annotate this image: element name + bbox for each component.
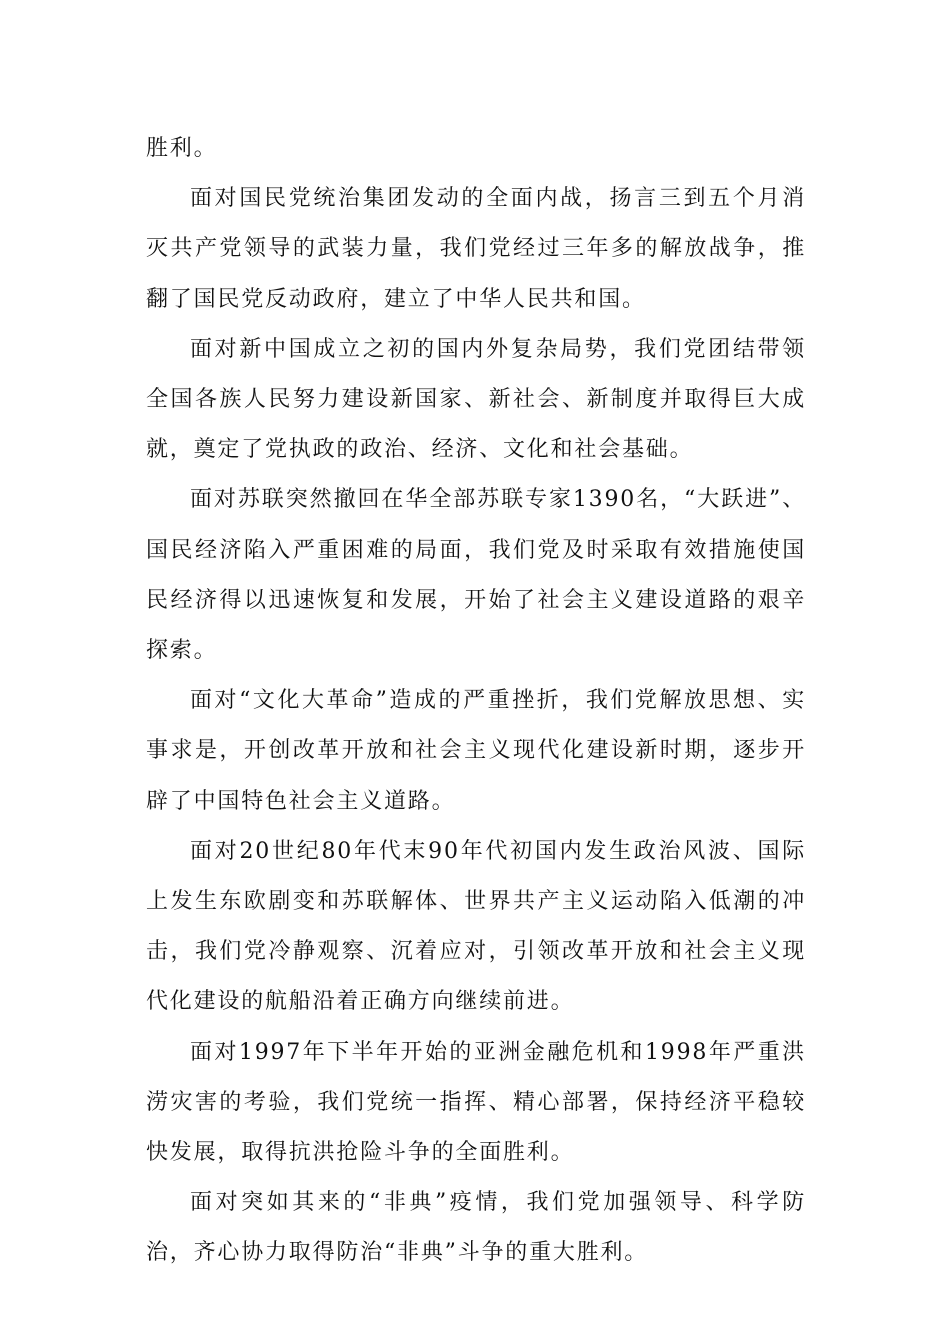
- paragraph-cultural-revolution: 面对“文化大革命”造成的严重挫折，我们党解放思想、实事求是，开创改革开放和社会主义现代化建设新时期，逐步开辟了中国特色社会主义道路。: [146, 688, 806, 814]
- paragraph-financial-crisis: 面对1997年下半年开始的亚洲金融危机和1998年严重洪涝灾害的考验，我们党统一指挥、精心部署，保持经济平稳较快发展，取得抗洪抢险斗争的全面胜利。: [146, 1039, 806, 1166]
- paragraph-political-turmoil: 面对20世纪80年代末90年代初国内发生政治风波、国际上发生东欧剧变和苏联解体、世界共产主义运动陷入低潮的冲击，我们党冷静观察、沉着应对，引领改革开放和社会主义现代化建设的航船沿着正确方向继续前进。: [146, 838, 806, 1015]
- document-body: [146, 124, 806, 1279]
- paragraph-soviet-experts: 面对苏联突然撤回在华全部苏联专家1390名，“大跃进”、国民经济陷入严重困难的局面，我们党及时采取有效措施使国民经济得以迅速恢复和发展，开始了社会主义建设道路的艰辛探索。: [146, 487, 806, 664]
- paragraph-sars: 面对突如其来的“非典”疫情，我们党加强领导、科学防治，齐心协力取得防治“非典”斗争的重大胜利。: [146, 1190, 806, 1266]
- paragraph-new-china: 面对新中国成立之初的国内外复杂局势，我们党团结带领全国各族人民努力建设新国家、新社会、新制度并取得巨大成就，奠定了党执政的政治、经济、文化和社会基础。: [146, 336, 806, 463]
- paragraph-civil-war: 面对国民党统治集团发动的全面内战，扬言三到五个月消灭共产党领导的武装力量，我们党经过三年多的解放战争，推翻了国民党反动政府，建立了中华人民共和国。: [146, 186, 806, 312]
- paragraph-continuation: 胜利。: [146, 136, 218, 161]
